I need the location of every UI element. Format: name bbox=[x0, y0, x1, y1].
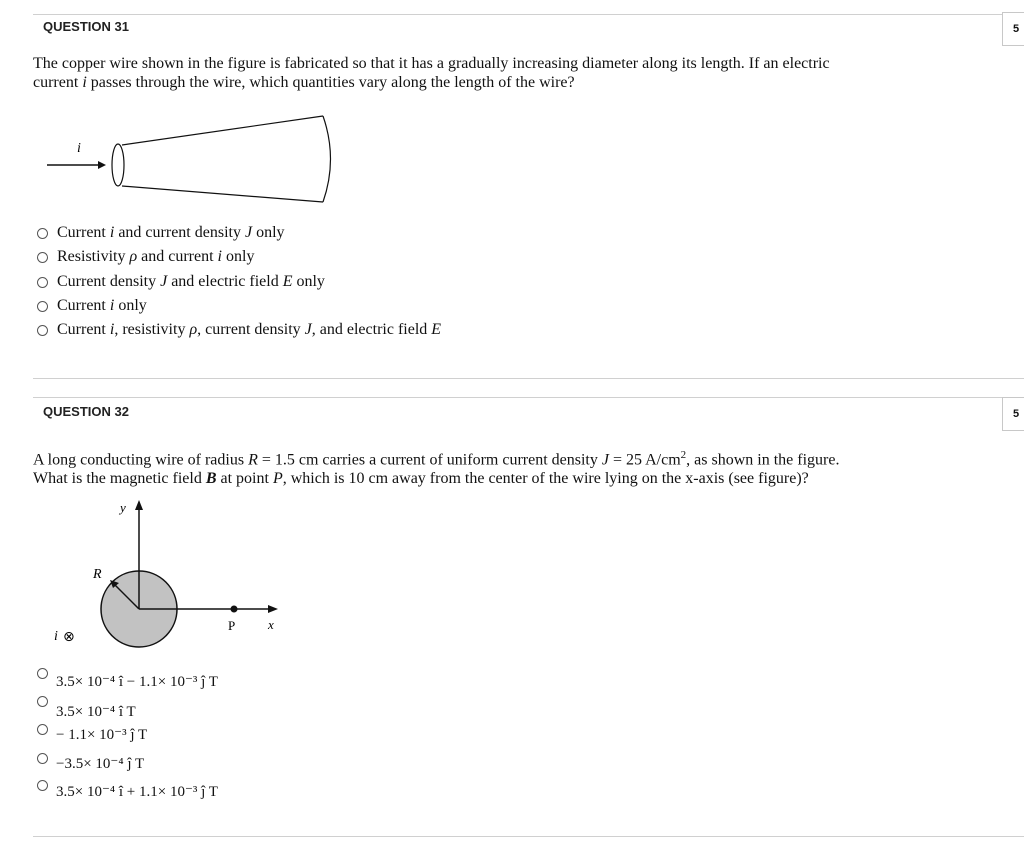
radio-button[interactable] bbox=[37, 753, 48, 764]
x-label: x bbox=[268, 617, 274, 632]
q31-option-2[interactable]: Resistivity ρ and current i only bbox=[37, 248, 254, 266]
radio-button[interactable] bbox=[37, 228, 48, 239]
question-32-text: A long conducting wire of radius R = 1.5 cm carries a current of uniform current density J = 25 $A/cm^2$, as shown in the figure. What is the magnetic field B at point P, which is 10 cm away from the center of the wire lying on the x-axis (see figure)? bbox=[33, 449, 840, 488]
into-page-icon: ⊗ bbox=[63, 629, 75, 645]
question-31-points: 5 bbox=[1002, 12, 1024, 46]
top-divider bbox=[33, 14, 1024, 15]
bottom-divider bbox=[33, 836, 1024, 837]
r-label: R bbox=[93, 567, 102, 582]
wire-figure bbox=[40, 110, 340, 210]
q31-option-1[interactable]: Current i and current density J only bbox=[37, 224, 285, 242]
divider bbox=[33, 378, 1024, 379]
radio-button[interactable] bbox=[37, 780, 48, 791]
q31-option-5[interactable]: Current i, resistivity ρ, current density J, and electric field E bbox=[37, 321, 441, 339]
q31-option-4[interactable]: Current i only bbox=[37, 297, 147, 315]
y-label: y bbox=[120, 500, 126, 515]
question-31-title: QUESTION 31 bbox=[43, 19, 129, 34]
radio-button[interactable] bbox=[37, 696, 48, 707]
p-label: P bbox=[228, 618, 236, 633]
radio-button[interactable] bbox=[37, 668, 48, 679]
radio-button[interactable] bbox=[37, 301, 48, 312]
question-32-points: 5 bbox=[1002, 397, 1024, 431]
field-figure bbox=[40, 492, 300, 652]
current-label: i bbox=[77, 141, 81, 156]
divider bbox=[33, 397, 1024, 398]
question-31-text: The copper wire shown in the figure is fabricated so that it has a gradually increasing diameter along its length. If an electric current i passes through the wire, which quantities vary along the length of the wire? bbox=[33, 55, 830, 91]
i-label: i bbox=[54, 629, 58, 644]
radio-button[interactable] bbox=[37, 325, 48, 336]
radio-button[interactable] bbox=[37, 277, 48, 288]
q31-option-3[interactable]: Current density J and electric field E only bbox=[37, 273, 325, 291]
wire-cone bbox=[122, 116, 323, 202]
point-p bbox=[231, 606, 238, 613]
radio-button[interactable] bbox=[37, 724, 48, 735]
question-32-title: QUESTION 32 bbox=[43, 404, 129, 419]
radio-button[interactable] bbox=[37, 252, 48, 263]
